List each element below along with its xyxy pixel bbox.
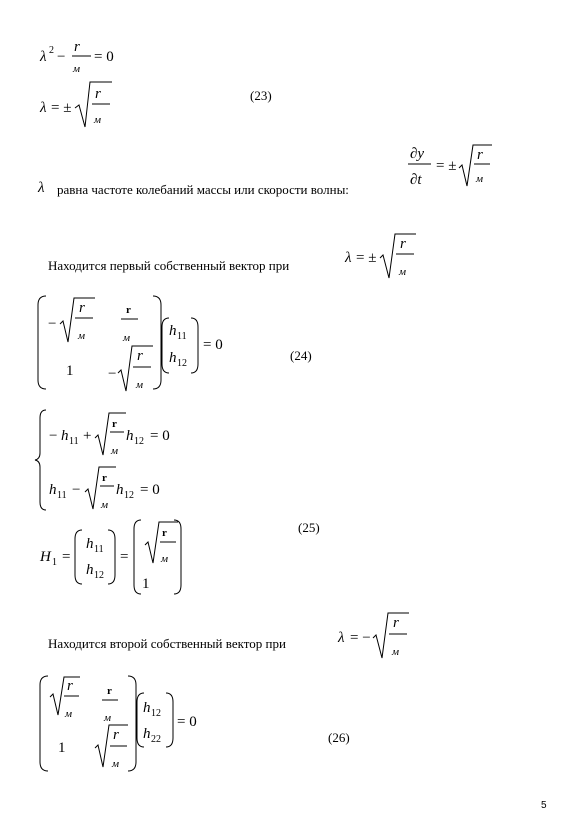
svg-text:−: − [108, 366, 117, 382]
svg-text:λ: λ [40, 49, 47, 65]
svg-text:h: h [49, 482, 57, 498]
svg-text:м: м [94, 114, 102, 126]
svg-text:= 0: = 0 [203, 337, 223, 353]
svg-text:h: h [143, 700, 151, 716]
svg-text:м: м [78, 330, 86, 342]
svg-text:+: + [83, 428, 92, 444]
svg-text:= 0: = 0 [140, 482, 160, 498]
svg-text:= 0: = 0 [150, 428, 170, 444]
svg-text:λ: λ [338, 630, 345, 646]
svg-text:h: h [61, 428, 69, 444]
svg-text:= 0: = 0 [177, 714, 197, 730]
svg-text:11: 11 [94, 544, 104, 555]
svg-text:=: = [120, 549, 129, 565]
svg-text:r: r [113, 727, 119, 743]
svg-text:r: r [79, 300, 85, 316]
equation-number-24: (24) [290, 348, 312, 363]
svg-text:h: h [143, 726, 151, 742]
svg-text:=: = [62, 549, 71, 565]
svg-text:м: м [161, 553, 169, 565]
lambda-description: равна частоте колебаний массы или скорости волны: [57, 182, 349, 197]
svg-text:1: 1 [142, 576, 150, 592]
svg-text:12: 12 [151, 708, 161, 719]
svg-text:r: r [95, 86, 101, 102]
svg-text:м: м [65, 708, 73, 720]
svg-text:r: r [477, 147, 483, 163]
svg-text:м: м [476, 173, 484, 185]
svg-text:= ±: = ± [356, 250, 377, 266]
svg-text:h: h [116, 482, 124, 498]
svg-text:r: r [400, 236, 406, 252]
svg-text:м: м [101, 499, 109, 511]
svg-text:r: r [126, 304, 131, 316]
svg-text:= ±: = ± [51, 100, 72, 116]
equation-number-26: (26) [328, 730, 350, 745]
svg-text:м: м [136, 379, 144, 391]
svg-text:−: − [49, 428, 58, 444]
svg-text:r: r [112, 418, 117, 430]
svg-text:= 0: = 0 [94, 49, 114, 65]
svg-text:r: r [162, 527, 167, 539]
svg-text:H: H [40, 549, 51, 565]
svg-text:1: 1 [66, 363, 74, 379]
svg-text:11: 11 [69, 436, 79, 447]
svg-text:r: r [74, 39, 80, 55]
equation-number-23: (23) [250, 88, 272, 103]
svg-text:12: 12 [124, 490, 134, 501]
second-vector-text: Находится второй собственный вектор при [48, 636, 286, 651]
lambda-symbol: λ [38, 180, 45, 196]
svg-text:−: − [48, 316, 57, 332]
svg-text:= ±: = ± [436, 158, 457, 174]
svg-text:м: м [73, 63, 81, 75]
svg-text:∂t: ∂t [410, 172, 422, 188]
svg-text:м: м [123, 332, 131, 344]
page-number: 5 [541, 800, 547, 811]
svg-text:r: r [137, 348, 143, 364]
svg-text:м: м [112, 758, 120, 770]
equation-number-25: (25) [298, 520, 320, 535]
svg-text:h: h [86, 562, 94, 578]
svg-text:−: − [57, 49, 66, 65]
svg-text:r: r [107, 685, 112, 697]
svg-text:м: м [111, 445, 119, 457]
svg-text:r: r [67, 678, 73, 694]
svg-text:r: r [393, 615, 399, 631]
svg-text:м: м [392, 646, 400, 658]
svg-text:−: − [72, 482, 81, 498]
svg-text:1: 1 [58, 740, 66, 756]
svg-text:2: 2 [49, 45, 54, 56]
svg-text:м: м [399, 266, 407, 278]
svg-text:r: r [102, 472, 107, 484]
svg-text:11: 11 [57, 490, 67, 501]
svg-text:12: 12 [177, 358, 187, 369]
svg-text:22: 22 [151, 734, 161, 745]
svg-text:12: 12 [94, 570, 104, 581]
svg-text:11: 11 [177, 331, 187, 342]
svg-text:h: h [169, 350, 177, 366]
svg-text:1: 1 [52, 557, 57, 568]
svg-text:h: h [86, 536, 94, 552]
svg-text:= −: = − [350, 630, 371, 646]
svg-text:h: h [126, 428, 134, 444]
svg-text:λ: λ [345, 250, 352, 266]
first-vector-text: Находится первый собственный вектор при [48, 258, 290, 273]
svg-text:∂y: ∂y [410, 146, 425, 162]
svg-text:12: 12 [134, 436, 144, 447]
svg-text:м: м [104, 712, 112, 724]
svg-text:h: h [169, 323, 177, 339]
svg-text:λ: λ [40, 100, 47, 116]
